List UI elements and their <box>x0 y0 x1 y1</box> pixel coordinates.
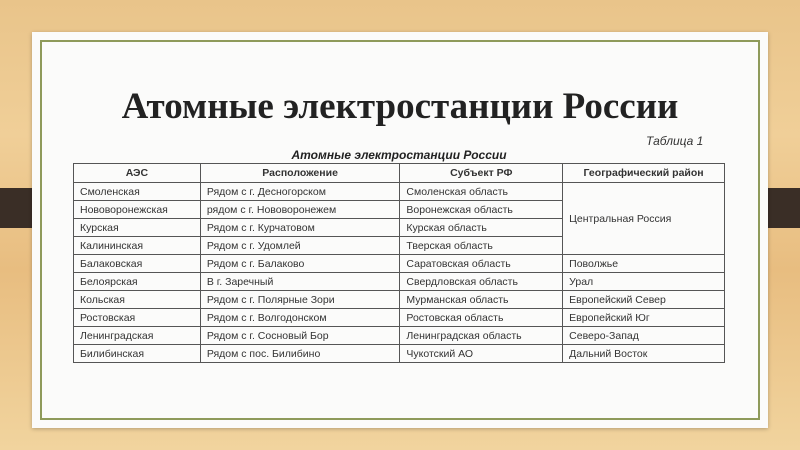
table-cell: Свердловская область <box>400 273 563 291</box>
table-cell: Саратовская область <box>400 255 563 273</box>
table-cell: Курская область <box>400 219 563 237</box>
table-row <box>74 273 725 291</box>
table-cell: Рядом с г. Сосновый Бор <box>200 327 400 345</box>
table-cell: Рядом с г. Курчатовом <box>200 219 400 237</box>
table-cell: Поволжье <box>563 255 725 273</box>
table-cell: Калининская <box>74 237 201 255</box>
table-cell: Центральная Россия <box>563 183 725 255</box>
table-cell: Чукотский АО <box>400 345 563 363</box>
table-cell: Европейский Юг <box>563 309 725 327</box>
table-row <box>74 291 725 309</box>
table-cell: Ростовская область <box>400 309 563 327</box>
table-cell: Северо-Запад <box>563 327 725 345</box>
table-cell: Урал <box>563 273 725 291</box>
header-cell: Субъект РФ <box>400 164 563 183</box>
table-cell: Рядом с г. Удомлей <box>200 237 400 255</box>
table-cell: Курская <box>74 219 201 237</box>
header-cell: Расположение <box>200 164 400 183</box>
table-cell: В г. Заречный <box>200 273 400 291</box>
table-cell: Воронежская область <box>400 201 563 219</box>
table-row <box>74 255 725 273</box>
table-cell: Рядом с г. Балаково <box>200 255 400 273</box>
table-cell: Рядом с г. Десногорском <box>200 183 400 201</box>
table-cell: Балаковская <box>74 255 201 273</box>
table-cell: Рядом с г. Полярные Зори <box>200 291 400 309</box>
table-title: Атомные электростанции России <box>291 148 507 162</box>
table-cell: Рядом с пос. Билибино <box>200 345 400 363</box>
header-cell: Географический район <box>563 164 725 183</box>
table-header-row <box>74 164 725 183</box>
table-row <box>74 345 725 363</box>
table-cell: Ленинградская область <box>400 327 563 345</box>
table-cell: Смоленская область <box>400 183 563 201</box>
header-cell: АЭС <box>74 164 201 183</box>
npp-table <box>73 163 725 363</box>
slide-title: Атомные электростанции России <box>121 86 679 127</box>
table-cell: рядом с г. Нововоронежем <box>200 201 400 219</box>
table-cell: Ленинградская <box>74 327 201 345</box>
table-cell: Белоярская <box>74 273 201 291</box>
table-cell: Билибинская <box>74 345 201 363</box>
table-row <box>74 183 725 201</box>
table-cell: Тверская область <box>400 237 563 255</box>
table-cell: Кольская <box>74 291 201 309</box>
table-cell: Нововоронежская <box>74 201 201 219</box>
table-cell: Дальний Восток <box>563 345 725 363</box>
table-number: Таблица 1 <box>646 134 704 148</box>
table-cell: Смоленская <box>74 183 201 201</box>
table-cell: Рядом с г. Волгодонском <box>200 309 400 327</box>
table-cell: Европейский Север <box>563 291 725 309</box>
table-row <box>74 309 725 327</box>
table-cell: Ростовская <box>74 309 201 327</box>
table-row <box>74 327 725 345</box>
table-cell: Мурманская область <box>400 291 563 309</box>
